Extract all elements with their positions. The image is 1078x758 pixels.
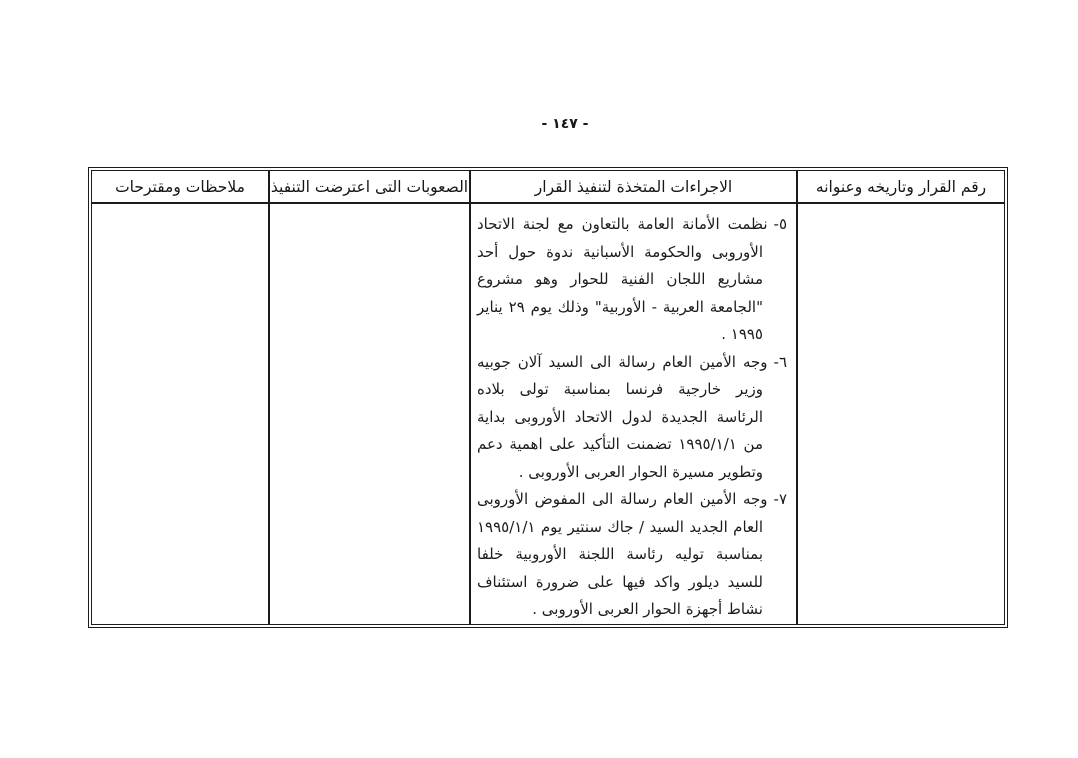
decisions-table bbox=[88, 167, 1008, 628]
header-cell-actions-taken: الاجراءات المتخذة لتنفيذ القرار bbox=[469, 171, 796, 202]
action-item-number: ٧- bbox=[773, 490, 787, 508]
action-item bbox=[477, 486, 787, 624]
cell-difficulties bbox=[268, 204, 469, 624]
action-item bbox=[477, 211, 787, 349]
action-item-number: ٥- bbox=[773, 215, 787, 233]
header-cell-notes-suggestions: ملاحظات ومقترحات bbox=[115, 177, 245, 196]
cell-notes-suggestions bbox=[92, 204, 268, 624]
action-item-text: نظمت الأمانة العامة بالتعاون مع لجنة الاتحاد الأوروبى والحكومة الأسبانية ندوة حول أحد مشاريع اللجان الفنية للحوار وهو مشروع "الجامعة العربية - الأوربية" وذلك يوم ٢٩ يناير ١٩٩٥ . bbox=[477, 215, 768, 343]
cell-actions-taken bbox=[469, 204, 796, 624]
header-cell-difficulties: الصعوبات التى اعترضت التنفيذ bbox=[268, 171, 469, 202]
page-number-label: - ١٤٧ - bbox=[541, 116, 589, 132]
action-item-number: ٦- bbox=[773, 352, 787, 371]
action-item-text: وجه الأمين العام رسالة الى المفوض الأوروبى العام الجديد السيد / جاك سنتير يوم ١٩٩٥/١/١ بمناسبة توليه رئاسة اللجنة الأوروبية خلفا للسيد ديلور واكد فيها على ضرورة استئناف نشاط أجهزة الحوار العربى الأوروبى . bbox=[477, 490, 768, 618]
header-cell-decision-number: رقم القرار وتاريخه وعنوانه bbox=[796, 171, 1004, 202]
table-header-row bbox=[92, 171, 1004, 204]
action-item bbox=[477, 349, 787, 487]
table-body-row bbox=[92, 204, 1004, 624]
action-item-text: وجه الأمين العام رسالة الى السيد آلان جوبيه وزير خارجية فرنسا بمناسبة تولى بلاده الرئاسة الجديدة لدول الاتحاد الأوروبى بداية من ١٩٩٥/١/١ تضمنت التأكيد على اهمية دعم وتطوير مسيرة الحوار العربى الأوروبى . bbox=[477, 352, 768, 481]
cell-decision-number bbox=[796, 204, 1004, 624]
